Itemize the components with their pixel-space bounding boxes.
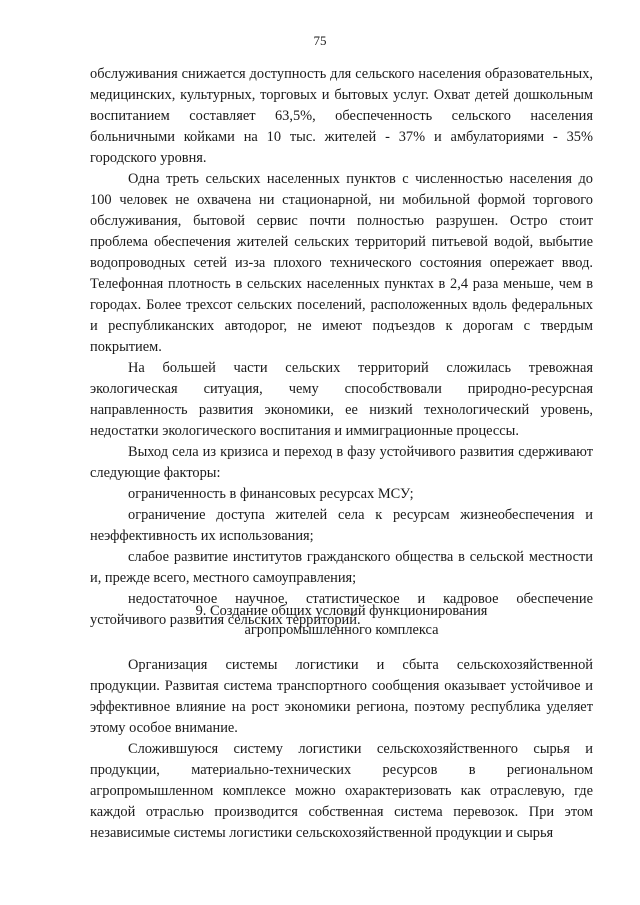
paragraph: Сложившуюся систему логистики сельскохозяйственного сырья и продукции, материально-технических ресурсов в региональном агропромышленном комплексе можно охарактеризовать как отраслевую, где каждой отраслью производится собственная система перевозок. При этом независимые системы логистики сельскохозяйственной продукции и сырья xyxy=(90,741,593,841)
list-item: слабое развитие институтов гражданского общества в сельской местности и, прежде всего, местного самоуправления; xyxy=(90,549,593,586)
section-heading-line-2: агропромышленного комплекса xyxy=(244,622,439,638)
paragraph: Организация системы логистики и сбыта сельскохозяйственной продукции. Развитая система транспортного сообщения оказывает устойчивое и эффективное влияние на рост экономики региона, поэтому республика уделяет этому особое внимание. xyxy=(90,657,593,736)
paragraph: На большей части сельских территорий сложилась тревожная экологическая ситуация, чему способствовали природно-ресурсная направленность развития экономики, ее низкий технологический уровень, недостатки экологического воспитания и иммиграционные процессы. xyxy=(90,360,593,439)
paragraph: Выход села из кризиса и переход в фазу устойчивого развития сдерживают следующие факторы: xyxy=(90,444,593,481)
body-text-top xyxy=(90,64,593,631)
list-item: недостаточное научное, статистическое и кадровое обеспечение устойчивого развития сельских территорий. xyxy=(90,591,593,628)
section-heading-line-1: 9. Создание общих условий функционирования xyxy=(195,603,488,619)
paragraph: обслуживания снижается доступность для сельского населения образовательных, медицинских, культурных, торговых и бытовых услуг. Охват детей дошкольным воспитанием составляет 63,5%, обеспеченность сельского населения больничными койками на 10 тыс. жителей - 37% и амбулаториями - 35% городского уровня. xyxy=(90,66,593,166)
paragraph: Одна треть сельских населенных пунктов с численностью населения до 100 человек не охвачена ни стационарной, ни мобильной формой торгового обслуживания, бытовой сервис почти полностью разрушен. Остро стоит проблема обеспечения жителей сельских территорий питьевой водой, выбытие водопроводных сетей из-за плохого технического состояния опережает ввод. Телефонная плотность в сельских населенных пунктах в 2,4 раза меньше, чем в городах. Более трехсот сельских поселений, расположенных вдоль федеральных и республиканских автодорог, не имеют подъездов к дорогам с твердым покрытием. xyxy=(90,171,593,355)
body-text-bottom xyxy=(90,655,593,844)
page-number: 75 xyxy=(313,33,327,48)
list-item: ограничение доступа жителей села к ресурсам жизнеобеспечения и неэффективность их использования; xyxy=(90,507,593,544)
list-item: ограниченность в финансовых ресурсах МСУ; xyxy=(128,486,414,502)
section-heading xyxy=(90,602,593,640)
